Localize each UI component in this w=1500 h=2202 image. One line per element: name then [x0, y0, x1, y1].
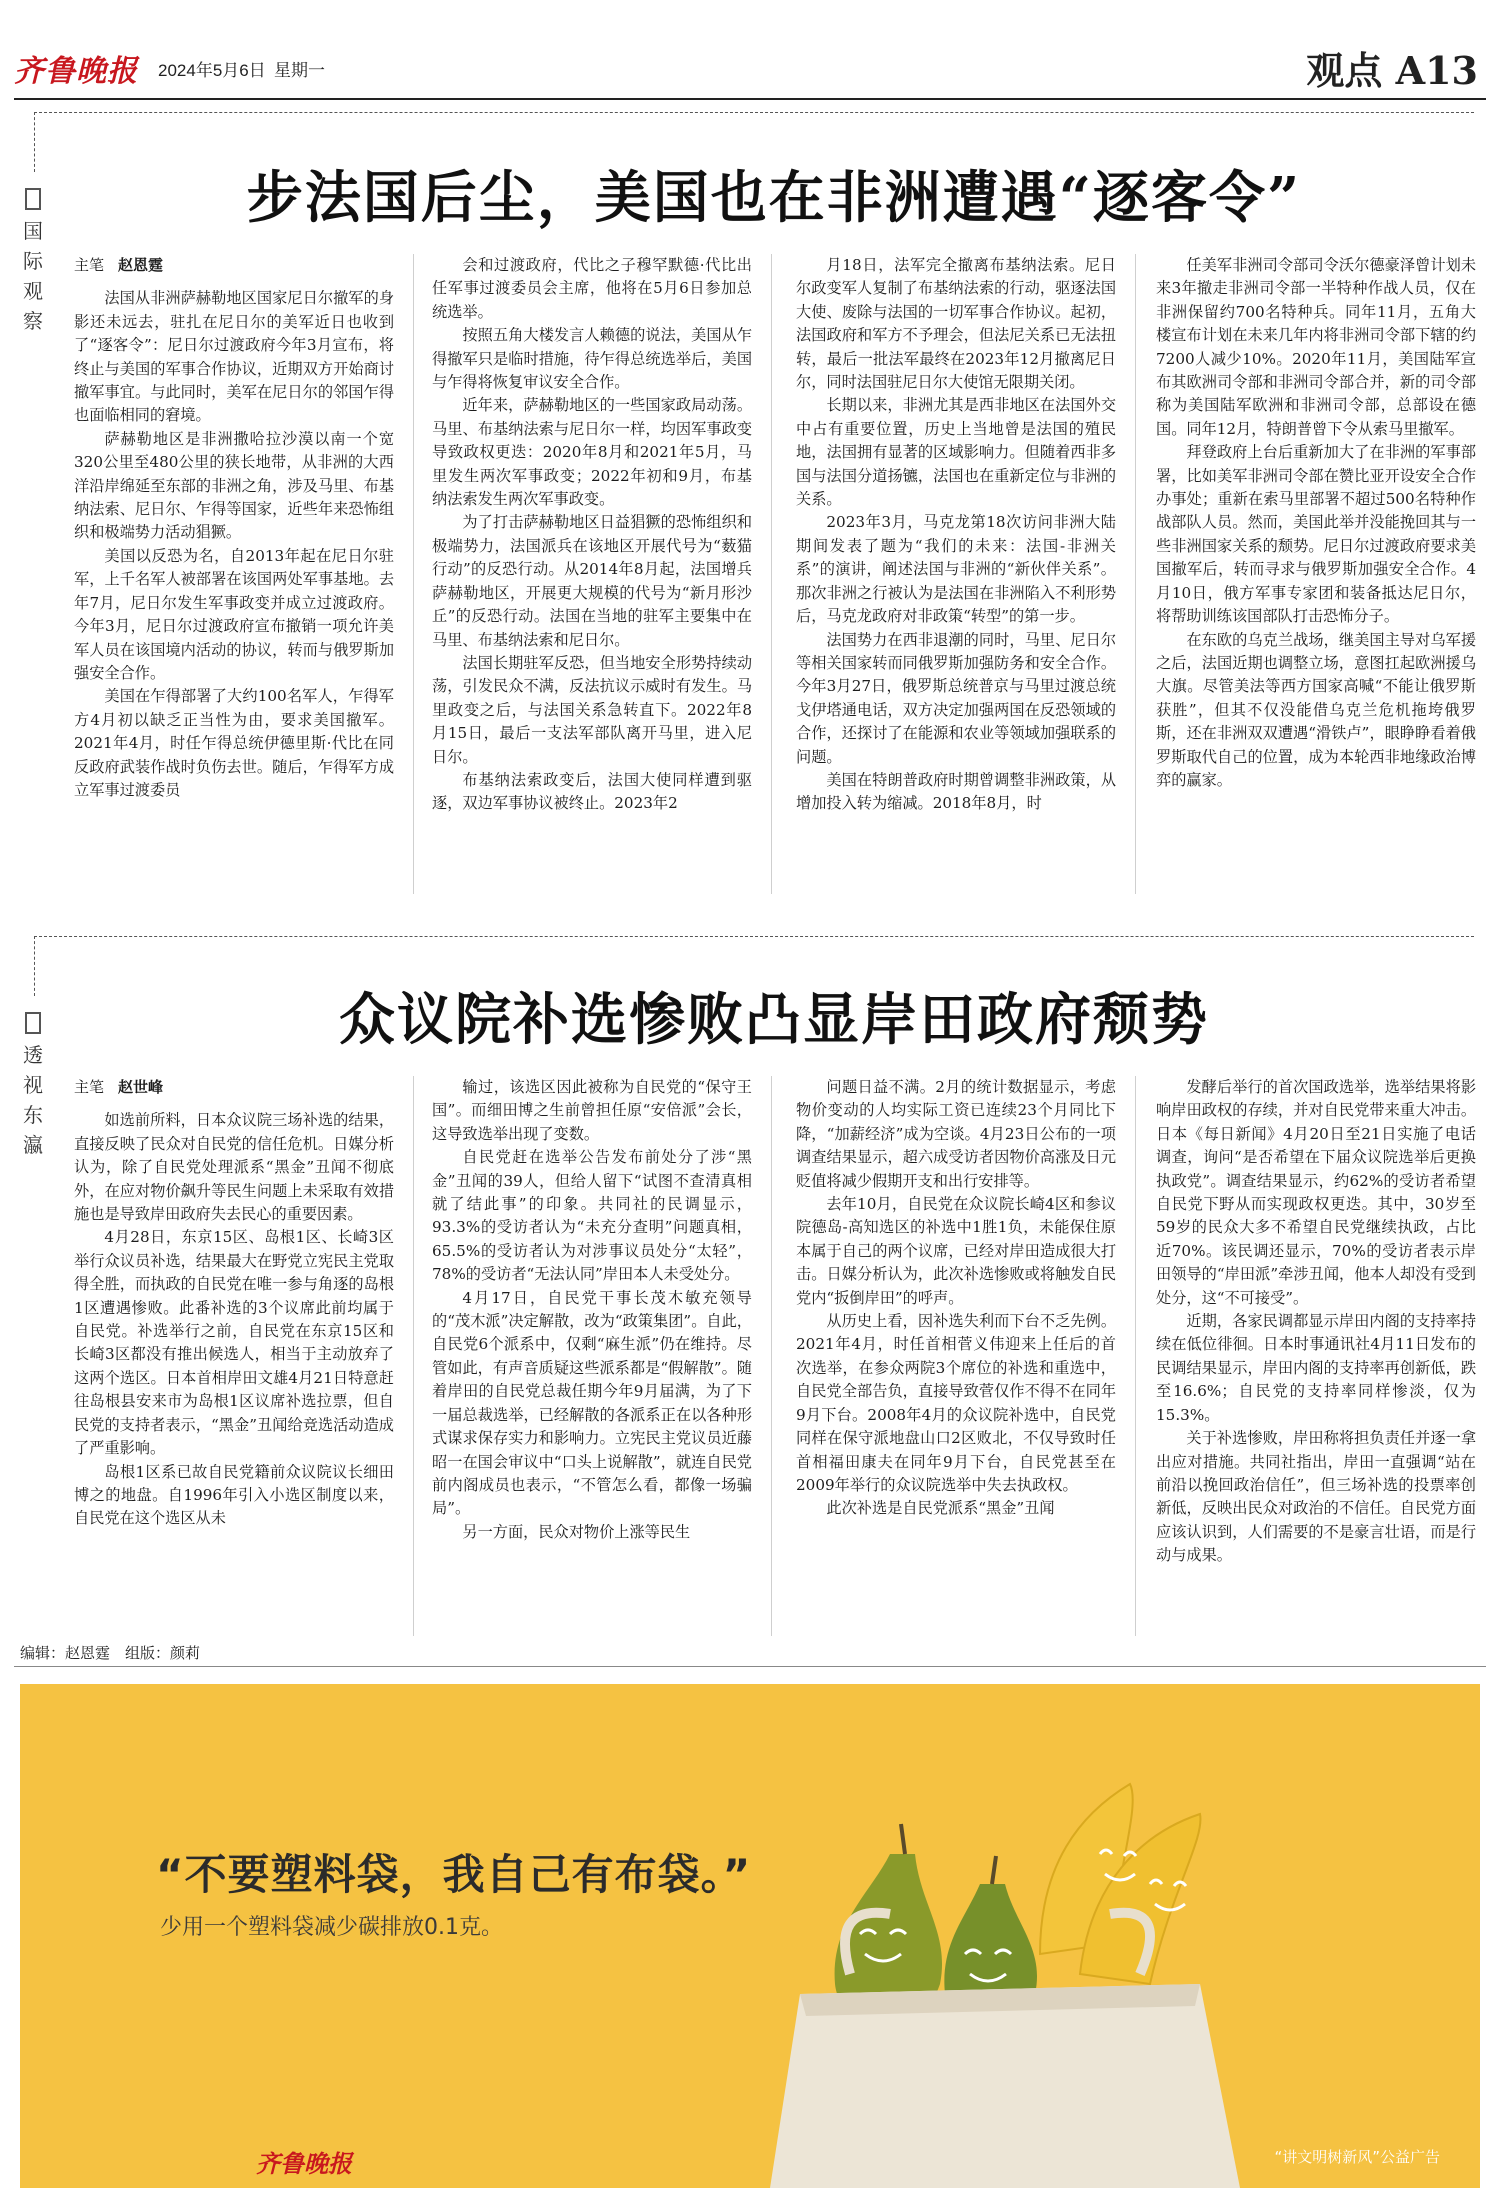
article-1-col-3: [796, 254, 1116, 816]
byline-name: 赵世峰: [118, 1078, 164, 1096]
masthead-rule: [14, 98, 1486, 100]
paragraph: 从历史上看，因补选失利而下台不乏先例。2021年4月，时任首相菅义伟迎来上任后的首次选举，在参众两院3个席位的补选和重选中，自民党全部告负，直接导致菅仅作不得不在同年9月下台。2008年4月的众议院补选中，自民党同样在保守派地盘山口2区败北，不仅导致时任首相福田康夫在同年9月下台，自民党甚至在2009年举行的众议院选举中失去执政权。: [796, 1312, 1116, 1494]
newspaper-logo: 齐鲁晚报: [14, 54, 138, 89]
section-marker-icon: [25, 1012, 41, 1034]
bananas-icon: [1040, 1784, 1200, 1984]
ad-newspaper-logo: 齐鲁晚报: [256, 2149, 352, 2178]
issue-weekday: 星期一: [274, 61, 325, 80]
byline-role: 主笔: [74, 256, 105, 274]
paragraph: 在东欧的乌克兰战场，继美国主导对乌军援之后，法国近期也调整立场，意图扛起欧洲援乌大旗。尽管美法等西方国家高喊“不能让俄罗斯获胜”，但其不仅没能借乌克兰危机拖垮俄罗斯，还在非洲双双遭遇“滑铁卢”，眼睁睁看着俄罗斯取代自己的位置，成为本轮西非地缘政治博弈的赢家。: [1156, 630, 1476, 789]
column-divider: [771, 254, 772, 894]
paragraph: 自民党赶在选举公告发布前处分了涉“黑金”丑闻的39人，但给人留下“试图不查清真相就了结此事”的印象。共同社的民调显示，93.3%的受访者认为“未充分查明”问题真相，65.5%的受访者认为对涉事议员处分“太轻”，78%的受访者“无法认同”岸田本人未受处分。: [432, 1148, 752, 1284]
paragraph: 岛根1区系已故自民党籍前众议院议长细田博之的地盘。自1996年引入小选区制度以来，自民党在这个选区从未: [74, 1462, 394, 1528]
article-2-col-1-text: [74, 1109, 394, 1530]
article-2-col-2: [432, 1076, 752, 1544]
paragraph: 布基纳法索政变后，法国大使同样遭到驱逐，双边军事协议被终止。2023年2: [432, 770, 752, 813]
public-service-ad: [20, 1684, 1480, 2188]
paragraph: 近期，各家民调都显示岸田内阁的支持率持续在低位徘徊。日本时事通讯社4月11日发布的民调结果显示，岸田内阁的支持率再创新低，跌至16.6%；自民党的支持率同样惨淡，仅为15.3%。: [1156, 1312, 1476, 1424]
section-label-text: 透 视 东 瀛: [23, 1043, 43, 1157]
article-2-headline: 众议院补选惨败凸显岸田政府颓势: [339, 987, 1209, 1053]
paragraph: 输过，该选区因此被称为自民党的“保守王国”。而细田博之生前曾担任原“安倍派”会长，这导致选举出现了变数。: [432, 1078, 752, 1143]
paragraph: 拜登政府上台后重新加大了在非洲的军事部署，比如美军非洲司令部在赞比亚开设安全合作办事处；重新在索马里部署不超过500名特种作战部队人员。然而，美国此举并没能挽回其与一些非洲国家关系的颓势。尼日尔过渡政府要求美国撤军后，转而寻求与俄罗斯加强安全合作。4月10日，俄方军事专家团和装备抵达尼日尔，将帮助训练该国部队打击恐怖分子。: [1156, 443, 1476, 626]
article-1-col-1-text: [74, 287, 394, 802]
paragraph: 2023年3月，马克龙第18次访问非洲大陆期间发表了题为“我们的未来：法国-非洲关系”的演讲，阐述法国与非洲的“新伙伴关系”。那次非洲之行被认为是法国在非洲陷入不利形势后，马克龙政府对非政策“转型”的第一步。: [796, 513, 1116, 626]
article-1-col-2: [432, 254, 752, 816]
column-divider: [771, 1076, 772, 1636]
article-1-headline: 步法国后尘，美国也在非洲遭遇“逐客令”: [246, 165, 1302, 231]
article-1-byline: [74, 254, 394, 277]
article-1-col-4: [1156, 254, 1476, 792]
article-1-col-4-text: [1156, 254, 1476, 792]
byline-name: 赵恩霆: [118, 256, 164, 274]
article-1-col-3-text: [796, 254, 1116, 816]
paragraph: 关于补选惨败，岸田称将担负责任并逐一拿出应对措施。共同社指出，岸田一直强调“站在前沿以挽回政治信任”，但三场补选的投票率创新低，反映出民众对政治的不信任。自民党方面应该认识到，人们需要的不是豪言壮语，而是行动与成果。: [1156, 1429, 1476, 1565]
article-1-col-2-text: [432, 254, 752, 816]
paragraph: 按照五角大楼发言人赖德的说法，美国从乍得撤军只是临时措施，待乍得总统选举后，美国与乍得将恢复审议安全合作。: [432, 326, 752, 392]
paragraph: 月18日，法军完全撤离布基纳法索。尼日尔政变军人复制了布基纳法索的行动，驱逐法国大使、废除与法国的一切军事合作协议。起初，法国政府和军方不予理会，但法尼关系已无法扭转，最后一批法军最终在2023年12月撤离尼日尔，同时法国驻尼日尔大使馆无限期关闭。: [796, 256, 1116, 392]
article-2-col-3-text: [796, 1076, 1116, 1521]
column-divider: [1135, 254, 1136, 894]
paragraph: 4月28日，东京15区、岛根1区、长崎3区举行众议员补选，结果最大在野党立宪民主党取得全胜，而执政的自民党在唯一参与角逐的岛根1区遭遇惨败。此番补选的3个议席此前均属于自民党。补选举行之前，自民党在东京15区和长崎3区都没有推出候选人，相当于主动放弃了这两个选区。日本首相岸田文雄4月21日特意赶往岛根县安来市为岛根1区议席补选拉票，但自民党的支持者表示，“黑金”丑闻给竞选活动造成了严重影响。: [74, 1228, 394, 1458]
paragraph: 如选前所料，日本众议院三场补选的结果，直接反映了民众对自民党的信任危机。日媒分析认为，除了自民党处理派系“黑金”丑闻不彻底外，在应对物价飙升等民生问题上未采取有效措施也是导致岸田政府失去民心的重要因素。: [74, 1111, 394, 1224]
article-2-col-3: [796, 1076, 1116, 1521]
article-2-col-2-text: [432, 1076, 752, 1544]
article-1-section-label: [18, 188, 48, 336]
section-marker-icon: [25, 188, 41, 210]
article-2-col-4-text: [1156, 1076, 1476, 1568]
paragraph: 法国长期驻军反恐，但当地安全形势持续动荡，引发民众不满，反法抗议示威时有发生。马里政变之后，与法国关系急转直下。2022年8月15日，最后一支法军部队离开马里，进入尼日尔。: [432, 653, 752, 766]
article-2-col-4: [1156, 1076, 1476, 1568]
page-label: 观点 A13: [1306, 48, 1478, 93]
paragraph: 另一方面，民众对物价上涨等民生: [462, 1522, 691, 1541]
article-2-section-label: [18, 1012, 48, 1160]
paragraph: 发酵后举行的首次国政选举，选举结果将影响岸田政权的存续，并对自民党带来重大冲击。日本《每日新闻》4月20日至21日实施了电话调查，询问“是否希望在下届众议院选举后更换执政党”。调查结果显示，约62%的受访者希望自民党下野从而实现政权更迭。其中，30岁至59岁的民众大多不希望自民党继续执政，占比近70%。该民调还显示，70%的受访者表示岸田领导的“岸田派”牵涉丑闻，他本人却没有受到处分，这“不可接受”。: [1156, 1078, 1476, 1307]
column-divider: [413, 1076, 414, 1636]
article-2-body: [60, 1076, 1480, 1636]
paragraph: 美国在乍得部署了大约100名军人，乍得军方4月初以缺乏正当性为由，要求美国撤军。2021年4月，时任乍得总统伊德里斯·代比在同反政府武装作战时负伤去世。随后，乍得军方成立军事过渡委员: [74, 687, 394, 799]
paragraph: 美国以反恐为名，自2013年起在尼日尔驻军，上千名军人被部署在该国两处军事基地。去年7月，尼日尔发生军事政变并成立过渡政府。今年3月，尼日尔过渡政府宣布撤销一项允许美军人员在该国境内活动的协议，转而与俄罗斯加强安全合作。: [74, 546, 394, 682]
paragraph: 法国势力在西非退潮的同时，马里、尼日尔等相关国家转而同俄罗斯加强防务和安全合作。今年3月27日，俄罗斯总统普京与马里过渡总统戈伊塔通电话，双方决定加强两国在反恐领域的合作，还探讨了在能源和农业等领域加强联系的问题。: [796, 630, 1116, 766]
ad-subline: 少用一个塑料袋减少碳排放0.1克。: [160, 1915, 503, 1940]
paragraph: 会和过渡政府，代比之子穆罕默德·代比出任军事过渡委员会主席，他将在5月6日参加总统选举。: [432, 256, 752, 321]
ad-tagline: “讲文明树新风”公益广告: [1274, 2148, 1440, 2166]
editor-credits: 编辑：赵恩霆 组版：颜莉: [20, 1644, 201, 1662]
ad-quote: “不要塑料袋，我自己有布袋。”: [156, 1850, 752, 1899]
paragraph: 萨赫勒地区是非洲撒哈拉沙漠以南一个宽320公里至480公里的狭长地带，从非洲的大西洋沿岸绵延至东部的非洲之角，涉及马里、布基纳法索、尼日尔、乍得等国家，近些年来恐怖组织和极端势力活动猖獗。: [74, 429, 394, 542]
article-1-col-1: [74, 254, 394, 802]
credits-rule: [14, 1666, 1486, 1667]
article-1-body: [60, 254, 1480, 894]
column-divider: [413, 254, 414, 894]
byline-role: 主笔: [74, 1078, 105, 1096]
paragraph: 4月17日，自民党干事长茂木敏充领导的“茂木派”决定解散，改为“政策集团”。自此，自民党6个派系中，仅剩“麻生派”仍在维持。尽管如此，有声音质疑这些派系都是“假解散”。随着岸田的自民党总裁任期今年9月届满，为了下一届总裁选举，已经解散的各派系正在以各种形式谋求保存实力和影响力。立宪民主党议员近藤昭一在国会审议中“口头上说解散”，就连自民党前内阁成员也表示，“不管怎么看，都像一场骗局”。: [432, 1288, 752, 1518]
column-divider: [1135, 1076, 1136, 1636]
section-label-text: 国 际 观 察: [23, 219, 43, 333]
paragraph: 任美军非洲司令部司令沃尔德豪泽曾计划未来3年撤走非洲司令部一半特种作战人员，仅在非洲保留约700名特种兵。同年11月，五角大楼宣布计划在未来几年内将非洲司令部下辖的约7200人减少10%。2020年11月，美国陆军宣布其欧洲司令部和非洲司令部合并，新的司令部称为美国陆军欧洲和非洲司令部，总部设在德国。同年12月，特朗普曾下令从索马里撤军。: [1156, 256, 1476, 438]
article-2-byline: [74, 1076, 394, 1099]
masthead: [14, 40, 1486, 96]
issue-date: 2024年5月6日: [158, 61, 266, 80]
paragraph: 近年来，萨赫勒地区的一些国家政局动荡。马里、布基纳法索与尼日尔一样，均因军事政变导致政权更迭：2020年8月和2021年5月，马里发生两次军事政变；2022年初和9月，布基纳法索发生两次军事政变。: [432, 396, 752, 509]
paragraph: 法国从非洲萨赫勒地区国家尼日尔撤军的身影还未远去，驻扎在尼日尔的美军近日也收到了“逐客令”：尼日尔过渡政府今年3月宣布，将终止与美国的军事合作协议，近期双方开始商讨撤军事宜。与此同时，美军在尼日尔的邻国乍得也面临相同的窘境。: [74, 289, 394, 425]
article-2-col-1: [74, 1076, 394, 1531]
paragraph: 去年10月，自民党在众议院长崎4区和参议院德岛-高知选区的补选中1胜1负，未能保住原本属于自己的两个议席，已经对岸田造成很大打击。日媒分析认为，此次补选惨败或将触发自民党内“扳倒岸田”的呼声。: [796, 1195, 1116, 1307]
paragraph: 问题日益不满。2月的统计数据显示，考虑物价变动的人均实际工资已连续23个月同比下降，“加薪经济”成为空谈。4月23日公布的一项调查结果显示，超六成受访者因物价高涨及日元贬值将减少假期开支和出行安排等。: [796, 1078, 1116, 1190]
paragraph: 为了打击萨赫勒地区日益猖獗的恐怖组织和极端势力，法国派兵在该地区开展代号为“薮猫行动”的反恐行动。从2014年8月起，法国增兵萨赫勒地区，开展更大规模的代号为“新月形沙丘”的反恐行动。法国在当地的驻军主要集中在马里、布基纳法索和尼日尔。: [432, 513, 752, 649]
paragraph: 此次补选是自民党派系“黑金”丑闻: [826, 1499, 1055, 1518]
ad-illustration: [740, 1744, 1300, 2188]
paragraph: 美国在特朗普政府时期曾调整非洲政策，从增加投入转为缩减。2018年8月，时: [796, 770, 1116, 813]
paragraph: 长期以来，非洲尤其是西非地区在法国外交中占有重要位置，历史上当地曾是法国的殖民地，法国拥有显著的区域影响力。但随着西非多国与法国分道扬镳，法国也在重新定位与非洲的关系。: [796, 396, 1116, 509]
